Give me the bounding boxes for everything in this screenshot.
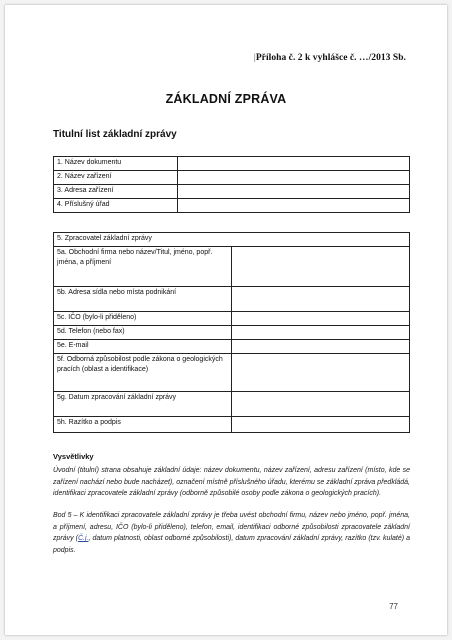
table-row — [54, 354, 410, 392]
table-row — [54, 171, 410, 185]
row-label: 3. Adresa zařízení — [54, 185, 178, 199]
row-value[interactable] — [232, 392, 410, 417]
page-subtitle: Titulní list základní zprávy — [53, 129, 177, 140]
row-value[interactable] — [178, 185, 410, 199]
row-value[interactable] — [232, 354, 410, 392]
row-value[interactable] — [232, 417, 410, 433]
annex-text: Příloha č. 2 k vyhlášce č. …/2013 Sb. — [255, 53, 406, 63]
reference-link[interactable]: Č.j. — [77, 535, 89, 542]
explanation-paragraph: Úvodní (titulní) strana obsahuje základní údaje: název dokumentu, název zařízení, adresu zařízení (místo, kde se zařízení nachází nebo bude nacházet), označení místně příslušného úřadu, kterému se základní zpráva předkládá, identifikaci zpracovatele základní zprávy (odborně způsobilé osoby podle zákona o geologických pracích). — [53, 467, 410, 497]
row-label: 5h. Razítko a podpis — [54, 417, 232, 433]
explanation-paragraph — [53, 510, 410, 556]
page-number: 77 — [389, 602, 398, 611]
annex-reference — [254, 53, 406, 63]
table-row — [54, 417, 410, 433]
row-value[interactable] — [178, 157, 410, 171]
row-label: 5e. E-mail — [54, 340, 232, 354]
basic-info-table — [53, 156, 410, 213]
row-value[interactable] — [232, 247, 410, 287]
explanations-heading: Vysvětlivky — [53, 452, 94, 461]
row-label: 5f. Odborná způsobilost podle zákona o geologických pracích (oblast a identifikace) — [54, 354, 232, 392]
paragraph-text: , datum platnosti, oblast odborné způsobilosti), datum zpracování základní zprávy, razítko (tzv. kulaté) a podpis. — [53, 535, 410, 554]
paragraph-text: Bod 5 – K identifikaci zpracovatele základní zprávy je třeba uvést obchodní firmu, název nebo jméno, popř. jména, a příjmení, adresu, IČO (bylo-li přiděleno), telefon, email, identifikaci odborné způsobilosti zpracovatele základní zprávy ( — [53, 512, 410, 542]
row-value[interactable] — [178, 199, 410, 213]
row-label: 5a. Obchodní firma nebo název/Titul, jméno, popř. jména, a příjmení — [54, 247, 232, 287]
row-value[interactable] — [232, 326, 410, 340]
table-header: 5. Zpracovatel základní zprávy — [54, 233, 410, 247]
page-title: ZÁKLADNÍ ZPRÁVA — [165, 92, 287, 106]
row-value[interactable] — [178, 171, 410, 185]
table-row — [54, 340, 410, 354]
table-row — [54, 312, 410, 326]
row-label: 5g. Datum zpracování základní zprávy — [54, 392, 232, 417]
row-value[interactable] — [232, 312, 410, 326]
processor-table — [53, 232, 410, 433]
table-row — [54, 326, 410, 340]
row-value[interactable] — [232, 287, 410, 312]
table-row — [54, 185, 410, 199]
table-row — [54, 199, 410, 213]
table-row — [54, 287, 410, 312]
row-label: 4. Příslušný úřad — [54, 199, 178, 213]
table-row — [54, 392, 410, 417]
row-label: 1. Název dokumentu — [54, 157, 178, 171]
row-label: 5d. Telefon (nebo fax) — [54, 326, 232, 340]
row-value[interactable] — [232, 340, 410, 354]
table-row — [54, 247, 410, 287]
table-row — [54, 157, 410, 171]
text-cursor: | — [253, 53, 256, 63]
table-header-row — [54, 233, 410, 247]
row-label: 5c. IČO (bylo-li přiděleno) — [54, 312, 232, 326]
row-label: 5b. Adresa sídla nebo místa podnikání — [54, 287, 232, 312]
row-label: 2. Název zařízení — [54, 171, 178, 185]
document-page — [5, 5, 447, 635]
